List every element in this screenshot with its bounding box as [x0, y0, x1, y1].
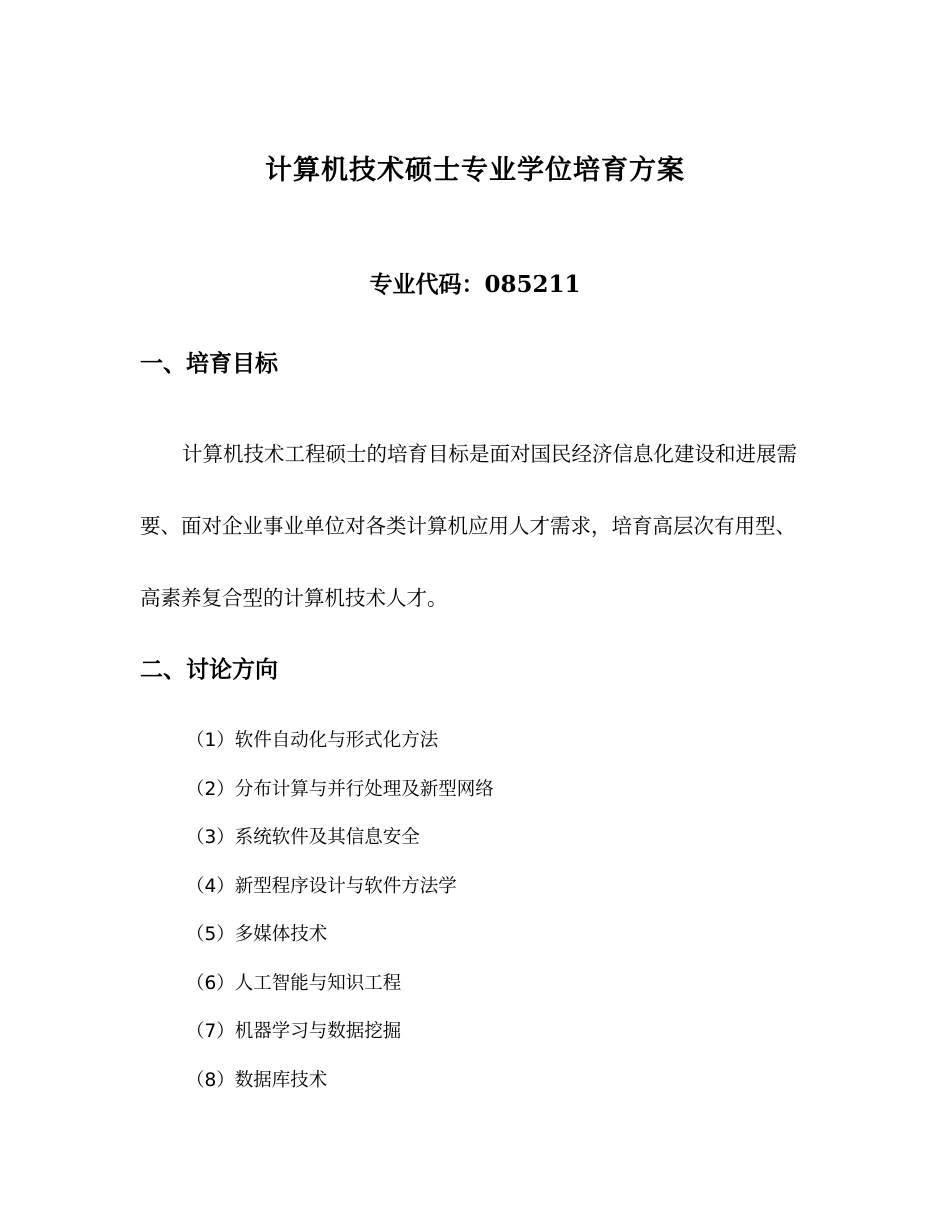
objectives-paragraph: 计算机技术工程硕士的培育目标是面对国民经济信息化建设和进展需要、面对企业事业单位对各类计算机应用人才需求，培育高层次有用型、高素养复合型的计算机技术人才。	[140, 442, 797, 610]
major-code-line	[0, 266, 950, 299]
document-title: 计算机技术硕士专业学位培育方案	[265, 155, 685, 186]
list-item: （1）软件自动化与形式化方法	[186, 730, 439, 751]
list-item: （8）数据库技术	[186, 1069, 328, 1091]
research-directions-list	[186, 727, 494, 1115]
list-item: （5）多媒体技术	[186, 924, 328, 945]
section-heading-objectives: 一、培育目标	[140, 351, 278, 377]
list-item: （4）新型程序设计与软件方法学	[186, 875, 457, 897]
major-code-value: 085211	[484, 271, 581, 298]
list-item: （7）机器学习与数据挖掘	[186, 1021, 402, 1042]
list-item: （3）系统软件及其信息安全	[186, 827, 420, 848]
list-item: （6）人工智能与知识工程	[186, 972, 402, 994]
list-item: （2）分布计算与并行处理及新型网络	[186, 778, 494, 800]
section-heading-directions: 二、讨论方向	[140, 657, 278, 683]
major-code-label: 专业代码：	[369, 272, 485, 298]
